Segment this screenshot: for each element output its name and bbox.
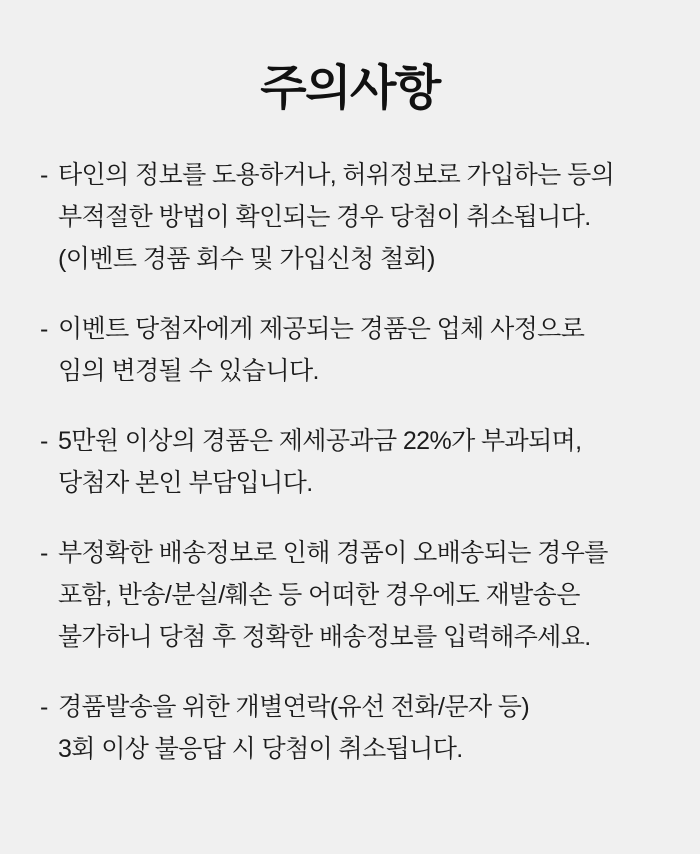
notice-item-2: [40, 308, 666, 392]
bullet-dash: -: [40, 693, 48, 721]
bullet-dash: -: [40, 427, 48, 455]
notice-line: 부정확한 배송정보로 인해 경품이 오배송되는 경우를: [58, 539, 608, 567]
notice-item-3: [40, 420, 666, 504]
bullet-dash: -: [40, 315, 48, 343]
notice-item-5: [40, 686, 666, 770]
notice-list: [0, 154, 700, 770]
notice-item-4: [40, 532, 666, 658]
notice-line: 이벤트 당첨자에게 제공되는 경품은 업체 사정으로: [58, 315, 585, 343]
notice-line: 타인의 정보를 도용하거나, 허위정보로 가입하는 등의: [58, 161, 615, 189]
notice-line: 부적절한 방법이 확인되는 경우 당첨이 취소됩니다.: [58, 203, 591, 231]
notice-line: 3회 이상 불응답 시 당첨이 취소됩니다.: [58, 735, 463, 763]
notice-line: 임의 변경될 수 있습니다.: [58, 357, 319, 385]
notice-line: (이벤트 경품 회수 및 가입신청 철회): [58, 245, 435, 273]
bullet-dash: -: [40, 161, 48, 189]
notice-line: 5만원 이상의 경품은 제세공과금 22%가 부과되며,: [58, 427, 582, 455]
page-title: 주의사항: [260, 62, 440, 115]
notice-line: 경품발송을 위한 개별연락(유선 전화/문자 등): [58, 693, 530, 721]
notice-item-1: [40, 154, 666, 280]
notice-line: 당첨자 본인 부담입니다.: [58, 469, 313, 497]
notice-line: 불가하니 당첨 후 정확한 배송정보를 입력해주세요.: [58, 623, 591, 651]
bullet-dash: -: [40, 539, 48, 567]
notice-line: 포함, 반송/분실/훼손 등 어떠한 경우에도 재발송은: [58, 581, 580, 609]
